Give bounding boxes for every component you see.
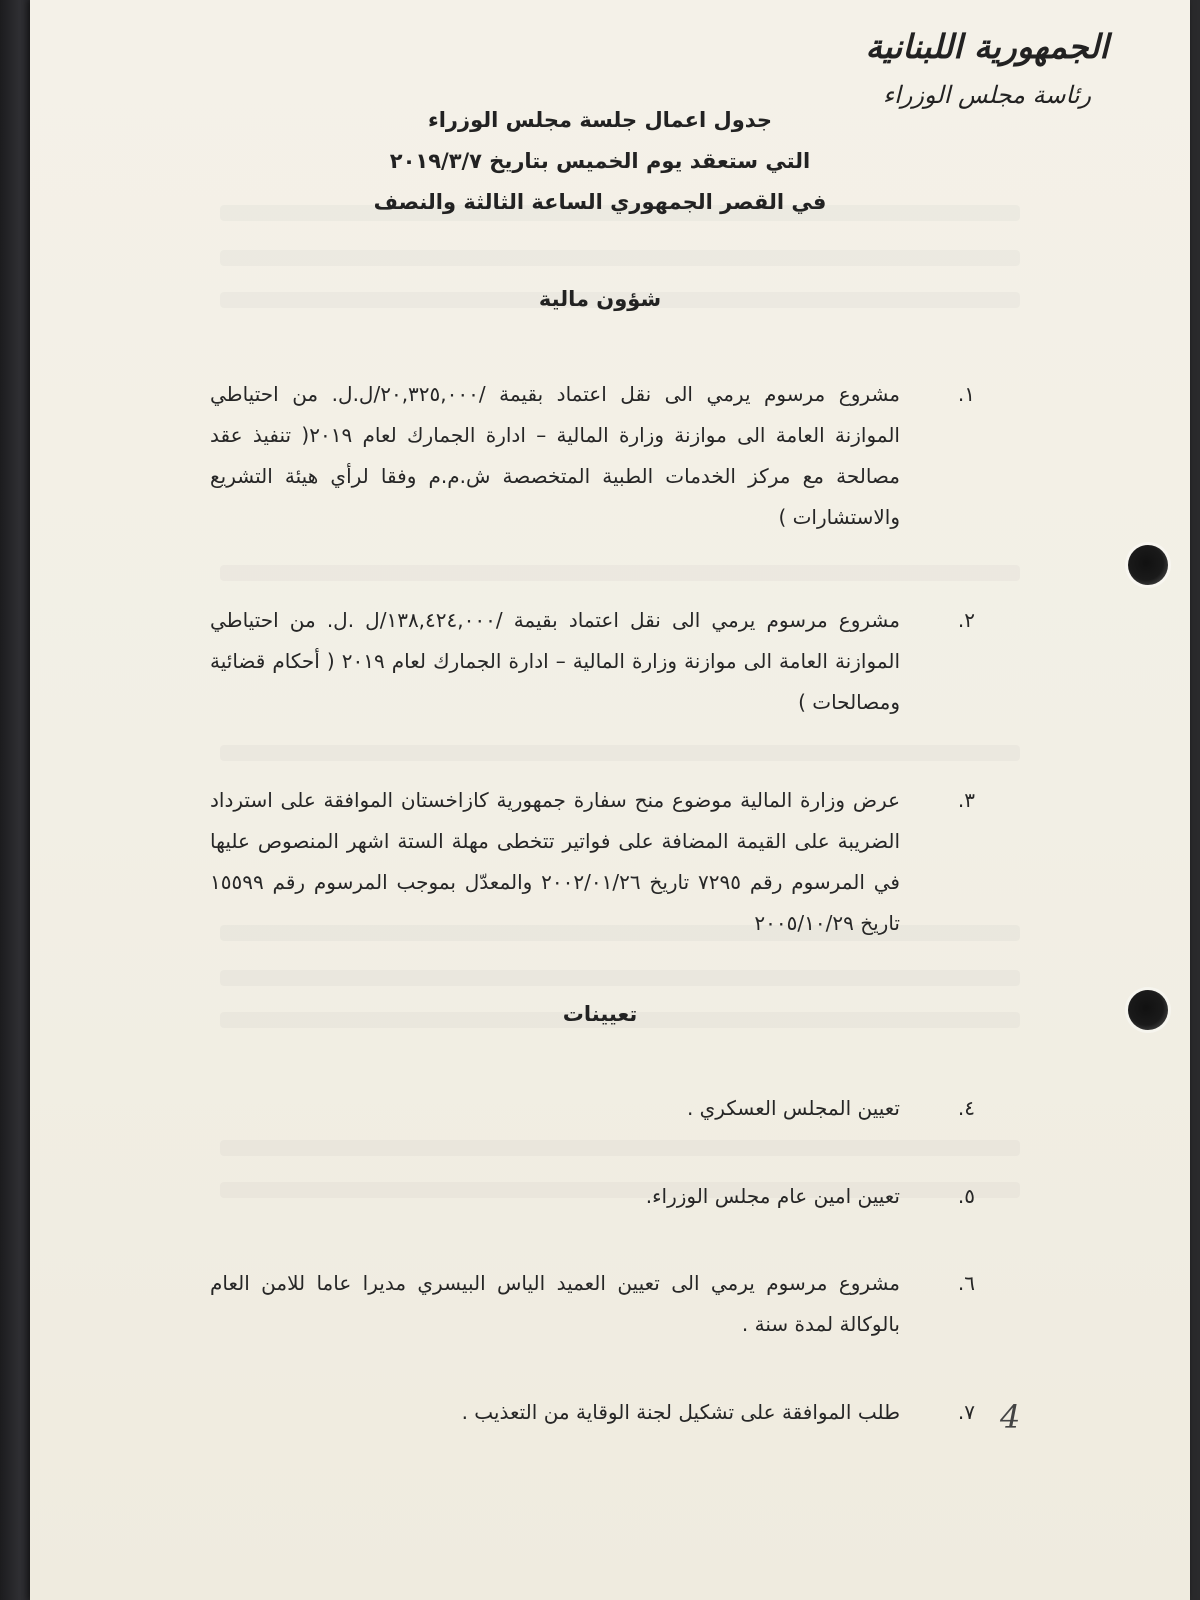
bleed-through-text	[220, 745, 1020, 761]
section-heading-finance: شؤون مالية	[538, 287, 662, 311]
bleed-through-text	[220, 565, 1020, 581]
punch-hole	[1128, 990, 1168, 1030]
item-number: ٣.	[957, 788, 975, 812]
agenda-item: طلب الموافقة على تشكيل لجنة الوقاية من التعذيب .	[461, 1400, 900, 1424]
item-number: ٧.	[957, 1400, 975, 1424]
agenda-item: تعيين امين عام مجلس الوزراء.	[645, 1184, 900, 1208]
bleed-through-text	[220, 250, 1020, 266]
agenda-item: مشروع مرسوم يرمي الى تعيين العميد الياس البيسري مديرا عاما للامن العام بالوكالة لمدة سنة .	[210, 1271, 900, 1336]
letterhead-line-2: رئاسة مجلس الوزراء	[882, 81, 1092, 109]
bleed-through-text	[220, 970, 1020, 986]
item-number: ٦.	[957, 1271, 975, 1295]
item-number: ٥.	[957, 1184, 975, 1208]
item-number: ١.	[957, 382, 975, 406]
handwritten-page-number: 4	[1000, 1398, 1021, 1436]
title-line-3: في القصر الجمهوري الساعة الثالثة والنصف	[373, 190, 827, 214]
agenda-item: عرض وزارة المالية موضوع منح سفارة جمهورية كازاخستان الموافقة على استرداد الضريبة على القيمة المضافة على فواتير تتخطى مهلة الستة اشهر المنصوص عليها في المرسوم رقم ٧٢٩٥ تاريخ ٢٠٠٢/٠١/٢٦ والمعدّل بموجب المرسوم رقم ١٥٥٩٩ تاريخ ٢٠٠٥/١٠/٢٩	[210, 788, 900, 935]
title-line-1: جدول اعمال جلسة مجلس الوزراء	[427, 108, 773, 132]
agenda-item: تعيين المجلس العسكري .	[686, 1096, 900, 1120]
letterhead-line-1: الجمهورية اللبنانية	[865, 27, 1109, 66]
document-title	[240, 100, 960, 223]
section-heading-appointments: تعيينات	[562, 1002, 638, 1026]
punch-hole	[1128, 545, 1168, 585]
item-number: ٢.	[957, 608, 975, 632]
item-number: ٤.	[957, 1096, 975, 1120]
agenda-item: مشروع مرسوم يرمي الى نقل اعتماد بقيمة /١٣٨,٤٢٤,٠٠٠/ل .ل. من احتياطي الموازنة العامة الى موازنة وزارة المالية – ادارة الجمارك لعام ٢٠١٩ ( أحكام قضائية ومصالحات )	[210, 608, 901, 714]
agenda-item: مشروع مرسوم يرمي الى نقل اعتماد بقيمة /٢٠,٣٢٥,٠٠٠/ل.ل. من احتياطي الموازنة العامة الى موازنة وزارة المالية – ادارة الجمارك لعام ٢٠١٩( تنفيذ عقد مصالحة مع مركز الخدمات الطبية المتخصصة ش.م.م وفقا لرأي هيئة التشريع والاستشارات )	[210, 382, 900, 529]
bleed-through-text	[220, 1140, 1020, 1156]
title-line-2: التي ستعقد يوم الخميس بتاريخ ٢٠١٩/٣/٧	[389, 149, 811, 173]
